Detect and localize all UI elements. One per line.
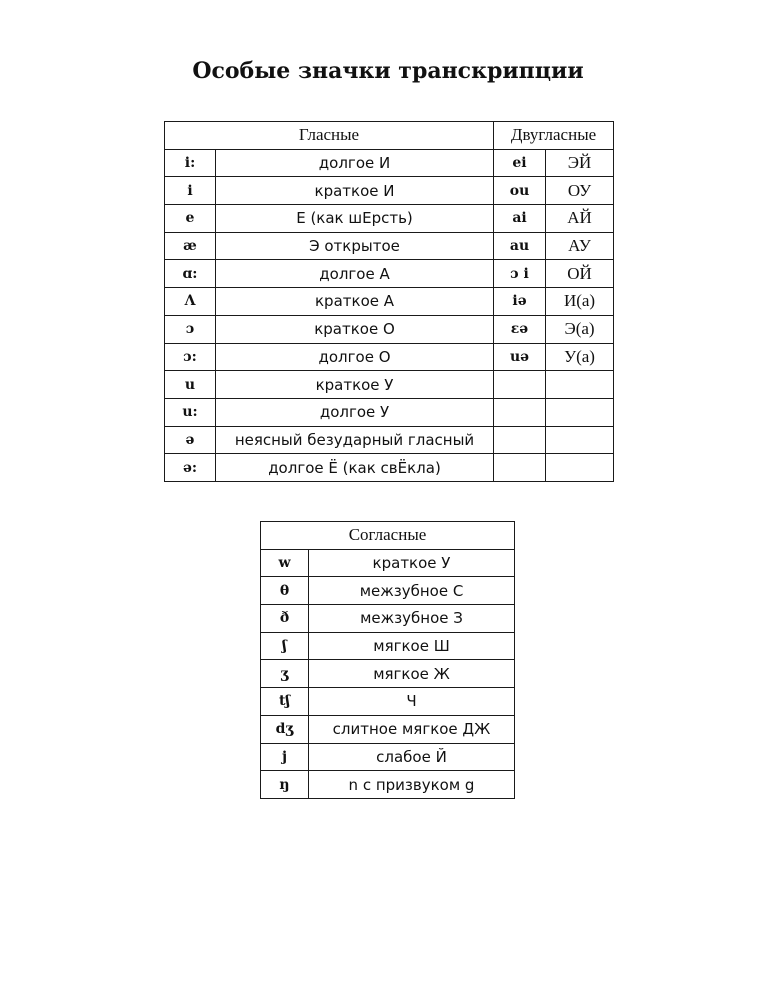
vowel-symbol: ɔ bbox=[165, 315, 216, 343]
diphthongs-header: Двугласные bbox=[494, 122, 614, 150]
vowel-symbol: u bbox=[165, 371, 216, 399]
diphthong-description bbox=[546, 371, 614, 399]
table-header-row bbox=[165, 122, 614, 150]
table-row bbox=[165, 205, 614, 233]
consonants-header: Согласные bbox=[261, 522, 515, 550]
table-row bbox=[165, 398, 614, 426]
consonant-description: межзубное З bbox=[309, 605, 515, 633]
consonant-symbol: ŋ bbox=[261, 771, 309, 799]
vowel-description: краткое А bbox=[216, 288, 494, 316]
diphthong-description: ЭЙ bbox=[546, 149, 614, 177]
consonant-description: мягкое Ж bbox=[309, 660, 515, 688]
consonant-symbol: dʒ bbox=[261, 715, 309, 743]
diphthong-symbol: εə bbox=[494, 315, 546, 343]
vowel-symbol: i bbox=[165, 177, 216, 205]
vowel-description: краткое И bbox=[216, 177, 494, 205]
vowels-diphthongs-table bbox=[164, 121, 614, 482]
vowel-description: долгое Ё (как свЁкла) bbox=[216, 454, 494, 482]
vowel-description: Э открытое bbox=[216, 232, 494, 260]
diphthong-description bbox=[546, 426, 614, 454]
diphthong-description: Э(а) bbox=[546, 315, 614, 343]
consonant-description: Ч bbox=[309, 688, 515, 716]
vowel-symbol: ə: bbox=[165, 454, 216, 482]
table-header-row bbox=[261, 522, 515, 550]
consonant-symbol: ʃ bbox=[261, 632, 309, 660]
table-row bbox=[261, 660, 515, 688]
diphthong-symbol: ou bbox=[494, 177, 546, 205]
vowel-description: долгое О bbox=[216, 343, 494, 371]
table-row bbox=[165, 454, 614, 482]
consonant-symbol: ð bbox=[261, 605, 309, 633]
diphthong-symbol bbox=[494, 398, 546, 426]
vowel-description: краткое У bbox=[216, 371, 494, 399]
consonant-description: краткое У bbox=[309, 549, 515, 577]
diphthong-description bbox=[546, 398, 614, 426]
vowel-description: Е (как шЕрсть) bbox=[216, 205, 494, 233]
consonant-symbol: tʃ bbox=[261, 688, 309, 716]
consonant-description: слабое Й bbox=[309, 743, 515, 771]
vowel-symbol: Λ bbox=[165, 288, 216, 316]
consonant-description: n с призвуком g bbox=[309, 771, 515, 799]
consonant-description: мягкое Ш bbox=[309, 632, 515, 660]
vowel-description: долгое У bbox=[216, 398, 494, 426]
table-row bbox=[261, 605, 515, 633]
diphthong-description: У(а) bbox=[546, 343, 614, 371]
diphthong-symbol: ei bbox=[494, 149, 546, 177]
diphthong-description bbox=[546, 454, 614, 482]
consonant-symbol: j bbox=[261, 743, 309, 771]
diphthong-symbol: ai bbox=[494, 205, 546, 233]
diphthong-symbol bbox=[494, 426, 546, 454]
vowel-description: долгое И bbox=[216, 149, 494, 177]
page-title: Особые значки транскрипции bbox=[192, 58, 584, 84]
table-row bbox=[261, 715, 515, 743]
diphthong-description: И(а) bbox=[546, 288, 614, 316]
consonant-symbol: θ bbox=[261, 577, 309, 605]
table-row bbox=[261, 632, 515, 660]
consonant-description: слитное мягкое ДЖ bbox=[309, 715, 515, 743]
consonant-description: межзубное С bbox=[309, 577, 515, 605]
table-row bbox=[261, 549, 515, 577]
consonants-table bbox=[260, 521, 515, 799]
vowel-symbol: i: bbox=[165, 149, 216, 177]
table-row bbox=[165, 426, 614, 454]
vowel-description: долгое А bbox=[216, 260, 494, 288]
table-row bbox=[165, 371, 614, 399]
diphthong-symbol bbox=[494, 371, 546, 399]
table-row bbox=[165, 343, 614, 371]
table-row bbox=[165, 149, 614, 177]
vowel-symbol: ɔ: bbox=[165, 343, 216, 371]
table-row bbox=[261, 577, 515, 605]
diphthong-symbol bbox=[494, 454, 546, 482]
diphthong-description: ОУ bbox=[546, 177, 614, 205]
table-row bbox=[261, 771, 515, 799]
table-row bbox=[165, 232, 614, 260]
vowel-symbol: e bbox=[165, 205, 216, 233]
diphthong-symbol: ɔ i bbox=[494, 260, 546, 288]
diphthong-symbol: uə bbox=[494, 343, 546, 371]
vowel-symbol: u: bbox=[165, 398, 216, 426]
diphthong-symbol: iə bbox=[494, 288, 546, 316]
table-row bbox=[261, 743, 515, 771]
table-row bbox=[165, 177, 614, 205]
table-row bbox=[165, 288, 614, 316]
consonant-symbol: ʒ bbox=[261, 660, 309, 688]
table-row bbox=[165, 315, 614, 343]
diphthong-description: АУ bbox=[546, 232, 614, 260]
table-row bbox=[261, 688, 515, 716]
diphthong-symbol: au bbox=[494, 232, 546, 260]
vowel-symbol: ə bbox=[165, 426, 216, 454]
consonant-symbol: w bbox=[261, 549, 309, 577]
table-row bbox=[165, 260, 614, 288]
diphthong-description: ОЙ bbox=[546, 260, 614, 288]
diphthong-description: АЙ bbox=[546, 205, 614, 233]
vowel-symbol: æ bbox=[165, 232, 216, 260]
vowel-description: неясный безударный гласный bbox=[216, 426, 494, 454]
vowel-symbol: ɑ: bbox=[165, 260, 216, 288]
vowel-description: краткое О bbox=[216, 315, 494, 343]
vowels-header: Гласные bbox=[165, 122, 494, 150]
